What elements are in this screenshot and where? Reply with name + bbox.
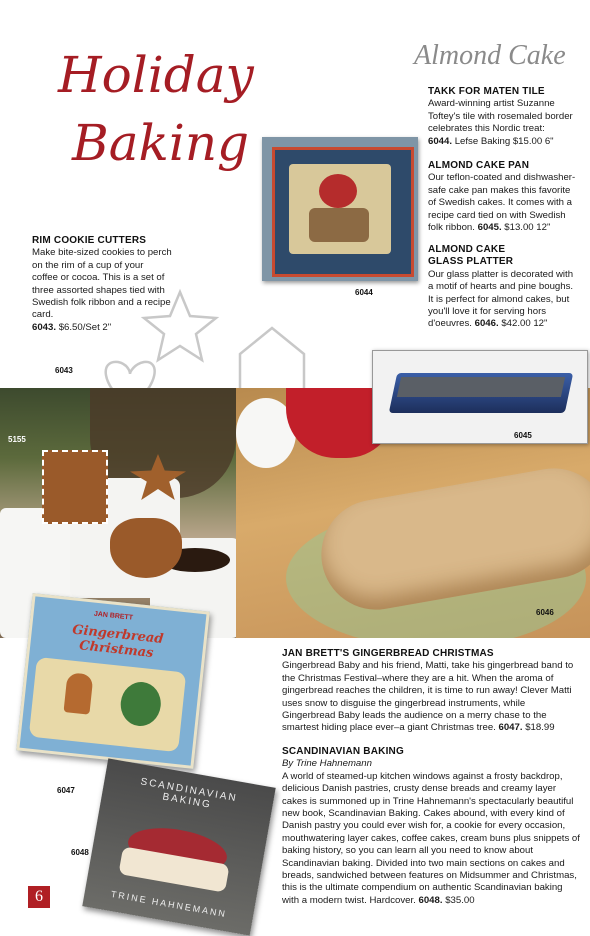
label-6045: 6045 bbox=[514, 431, 532, 440]
product-price: $18.99 bbox=[525, 722, 555, 734]
title-line-1: Holiday bbox=[58, 46, 254, 104]
product-description: Our teflon-coated and dishwasher-safe cake pan makes this favorite of Swedish cakes. It comes with a recipe card tied on with Swedish folk ribbon. bbox=[428, 172, 576, 234]
product-heading-2: GLASS PLATTER bbox=[428, 256, 514, 268]
section-title: Almond Cake bbox=[414, 40, 566, 71]
label-6047: 6047 bbox=[57, 786, 75, 795]
product-code: 6046. bbox=[474, 318, 499, 330]
product-heading: SCANDINAVIAN BAKING bbox=[282, 746, 404, 757]
product-description: A world of steamed-up kitchen windows against a frosty backdrop, delicious Danish pastries, crusty dense breads and creamy layer cakes is summoned up in Trine Hahnemann's spectacularly beautiful new book, Scandinavian Baking. Cakes abound, with every kind of Danish pastry you could ever wish for, a cookie for every occasion, mouthwatering layer cakes, coffee cakes, cream buns plus snippets of baking history, so you can learn all you need to know about Scandinavian baking. Divided into two main sections on cakes and breads, sandwiched between features on Midsummer and Christmas, this is the ultimate compendium on authentic Scandinavian baking with a modern twist. Hardcover. bbox=[282, 770, 580, 906]
label-6048: 6048 bbox=[71, 848, 89, 857]
page-number: 6 bbox=[28, 886, 50, 908]
label-6046: 6046 bbox=[536, 608, 554, 617]
label-5155: 5155 bbox=[8, 435, 26, 444]
product-brett bbox=[282, 648, 577, 735]
product-platter bbox=[428, 244, 580, 331]
product-heading: RIM COOKIE CUTTERS bbox=[32, 235, 147, 246]
cake-pan-photo bbox=[372, 350, 588, 444]
label-6044: 6044 bbox=[355, 288, 373, 297]
book-title: SCANDINAVIAN BAKING bbox=[139, 776, 239, 811]
product-description: Our glass platter is decorated with a motif of hearts and pine boughs. It is perfect for almond cakes, but you'll love it for serving hors d'oeuvres. bbox=[428, 268, 574, 330]
product-code: 6045. bbox=[477, 222, 502, 234]
product-price: $6.50/Set 2" bbox=[58, 321, 112, 333]
product-scandinavian bbox=[282, 746, 580, 907]
book-author: TRINE HAHNEMANN bbox=[110, 888, 228, 920]
rosemaled-tile-image bbox=[262, 137, 418, 281]
product-price: $35.00 bbox=[445, 894, 475, 906]
product-heading: TAKK FOR MATEN TILE bbox=[428, 86, 545, 97]
product-heading-1: ALMOND CAKE bbox=[428, 244, 506, 255]
product-description: Gingerbread Baby and his friend, Matti, take his gingerbread band to the Christmas Festival–where they are a hit. When the aroma of gingerbread reaches the children, it is time to run away! Clever Matti uses snow to disguise the gingerbread instruments, while Gingerbread Baby leads the audience on a merry chase to the smartest hiding place ever–a giant Christmas tree. bbox=[282, 660, 574, 734]
product-byline: By Trine Hahnemann bbox=[282, 758, 372, 770]
product-code: 6044. bbox=[428, 135, 453, 147]
product-heading: ALMOND CAKE PAN bbox=[428, 160, 530, 171]
product-code: 6043. bbox=[32, 321, 57, 333]
product-description: Make bite-sized cookies to perch on the rim of a cup of your coffee or cocoa. This is a set of three assorted shapes tied with Swedish folk ribbon and a recipe card. bbox=[32, 247, 172, 321]
scandinavian-baking-book bbox=[82, 758, 275, 935]
product-description: Award-winning artist Suzanne Toftey's tile with rosemaled border celebrates this Nordic treat: bbox=[428, 98, 573, 135]
book-author: JAN BRETT bbox=[93, 610, 134, 622]
product-price: Lefse Baking $15.00 6" bbox=[454, 135, 554, 147]
product-price: $13.00 12" bbox=[504, 222, 551, 234]
label-6043: 6043 bbox=[55, 366, 73, 375]
product-code: 6047. bbox=[498, 722, 523, 734]
title-line-2: Baking bbox=[72, 114, 250, 172]
product-code: 6048. bbox=[418, 894, 443, 906]
product-takk bbox=[428, 86, 578, 148]
product-pan bbox=[428, 160, 580, 234]
product-price: $42.00 12" bbox=[501, 318, 548, 330]
book-title: Gingerbread Christmas bbox=[71, 622, 165, 662]
product-heading: JAN BRETT'S GINGERBREAD CHRISTMAS bbox=[282, 648, 494, 659]
gingerbread-christmas-book bbox=[16, 593, 210, 769]
page-title bbox=[50, 28, 254, 198]
